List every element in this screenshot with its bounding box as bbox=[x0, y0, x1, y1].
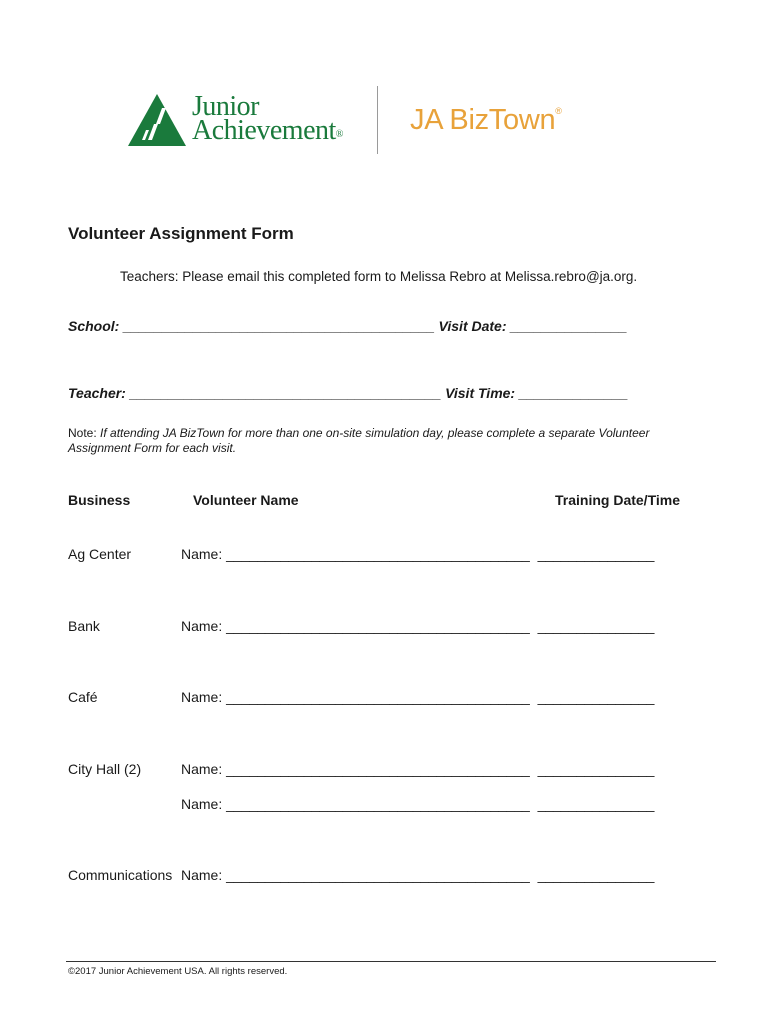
ja-logo-word-junior: Junior bbox=[192, 91, 259, 122]
header-training-date-time: Training Date/Time bbox=[555, 492, 680, 508]
ja-triangle-icon bbox=[128, 94, 186, 146]
footer-copyright: ©2017 Junior Achievement USA. All rights reserved. bbox=[68, 966, 288, 977]
business-bank: Bank bbox=[68, 618, 100, 634]
business-ag-center: Ag Center bbox=[68, 546, 132, 562]
volunteer-name-field-city-hall-1[interactable]: Name: _______________________________________ _______________ bbox=[181, 761, 655, 777]
business-city-hall: City Hall (2) bbox=[68, 761, 142, 777]
junior-achievement-logo bbox=[128, 92, 348, 152]
business-communications: Communications bbox=[68, 867, 173, 883]
header-business: Business bbox=[68, 492, 131, 508]
instructions-text: Teachers: Please email this completed form to Melissa Rebro at Melissa.rebro@ja.org. bbox=[120, 269, 638, 284]
teacher-visit-time-field[interactable]: Teacher: ________________________________________ Visit Time: ______________ bbox=[68, 385, 628, 401]
volunteer-name-field-communications[interactable]: Name: _______________________________________ _______________ bbox=[181, 867, 655, 883]
ja-biztown-logo: JA BizTown® bbox=[410, 104, 562, 136]
header-volunteer-name: Volunteer Name bbox=[193, 492, 299, 508]
logo-divider bbox=[377, 86, 378, 154]
volunteer-name-field-bank[interactable]: Name: _______________________________________ _______________ bbox=[181, 618, 655, 634]
form-title: Volunteer Assignment Form bbox=[68, 224, 294, 243]
business-cafe: Café bbox=[68, 689, 98, 705]
volunteer-name-field-city-hall-2[interactable]: Name: _______________________________________ _______________ bbox=[181, 796, 655, 812]
volunteer-name-field-ag-center[interactable]: Name: _______________________________________ _______________ bbox=[181, 546, 655, 562]
note-text: Note: If attending JA BizTown for more than one on-site simulation day, please complete a separate Volunteer Assignment Form for each visit. bbox=[68, 426, 650, 455]
school-visit-date-field[interactable]: School: ________________________________________ Visit Date: _______________ bbox=[68, 318, 628, 334]
footer-divider bbox=[66, 961, 716, 962]
volunteer-name-field-cafe[interactable]: Name: _______________________________________ _______________ bbox=[181, 689, 655, 705]
ja-logo-word-achievement: Achievement® bbox=[192, 115, 343, 146]
